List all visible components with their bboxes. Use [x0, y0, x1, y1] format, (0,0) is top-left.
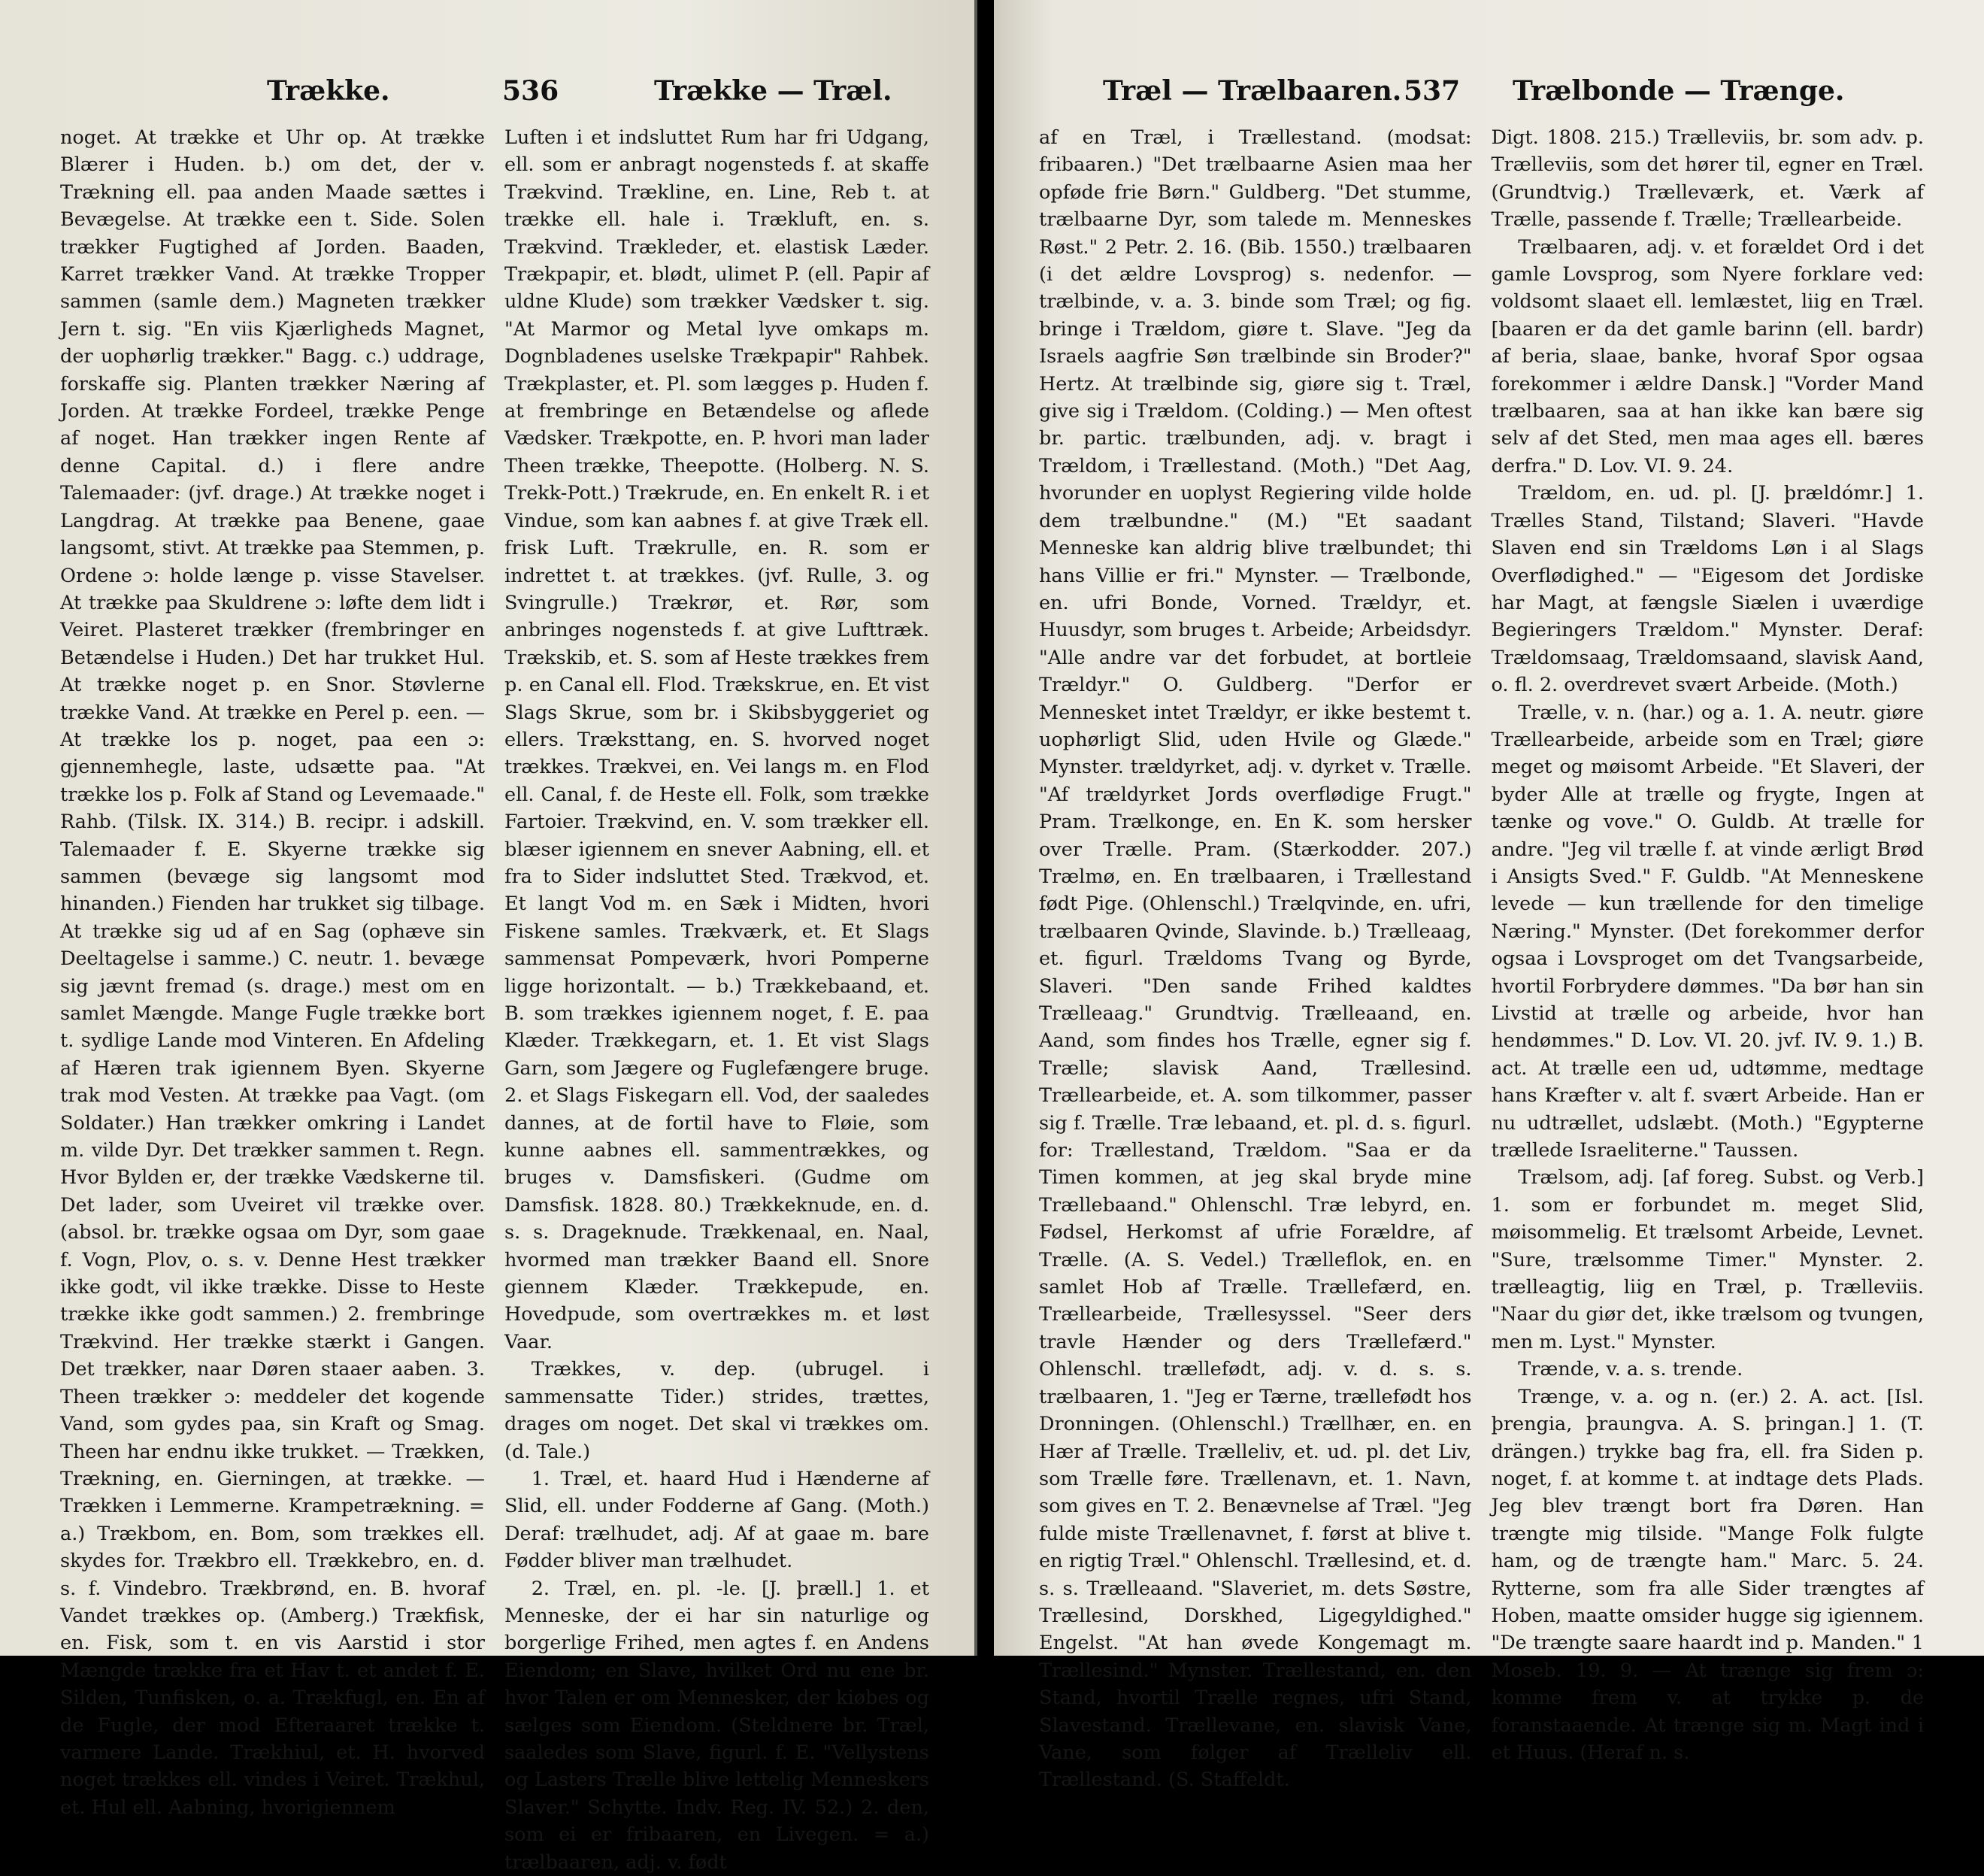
dictionary-entry: Luften i et indsluttet Rum har fri Udgang, ell. som er anbragt nogensteds f. at skaffe Trækvind. Trækline, en. Line, Reb t. at trække ell. hale i. Trækluft, en. s. Trækvind. Trækleder, et. elastisk Læder. Trækpapir, et. blødt, ulimet P. (ell. Papir af uldne Klude) som trækker Vædsker t. sig. "At Marmor og Metal lyve omkaps m. Dognbladenes uselske Trækpapir" Rahbek. Trækplaster, et. Pl. som lægges p. Huden f. at frembringe en Betændelse og aflede Vædsker. Trækpotte, en. P. hvori man lader Theen trække, Theepotte. (Holberg. N. S. Trekk-Pott.) Trækrude, en. En enkelt R. i et Vindue, som kan aabnes f. at give Træk ell. frisk Luft. Trækrulle, en. R. som er indrettet t. at trækkes. (jvf. Rulle, 3. og Svingrulle.) Trækrør, et. Rør, som anbringes nogensteds f. at give Lufttræk. Trækskib, et. S. som af Heste trækkes frem p. en Canal ell. Flod. Trækskrue, en. Et vist Slags Skrue, som br. i Skibsbyggeriet og ellers. Træksttang, en. S. hvorved noget trækkes. Trækvei, en. Vei langs m. en Flod ell. Canal, f. de Heste ell. Folk, som trække Fartoier. Trækvind, en. V. som trækker ell. blæser igiennem en snever Aabning, ell. et fra to Sider indsluttet Sted. Trækvod, et. Et langt Vod m. en Sæk i Midten, hvori Fiskene samles. Trækværk, et. Et Slags sammensat Pompeværk, hvori Pomperne ligge horizontalt. — b.) Trækkebaand, et. B. som trækkes igiennem noget, f. E. paa Klæder. Trækkegarn, et. 1. Et vist Slags Garn, som Jægere og Fuglefængere bruge. 2. et Slags Fiskegarn ell. Vod, der saaledes dannes, at de fortil have to Fløie, som kunne aabnes ell. sammentrækkes, og bruges v. Damsfiskeri. (Gudme om Damsfisk. 1828. 80.) Trækkeknude, en. d. s. s. Drageknude. Trækkenaal, en. Naal, hvormed man trækker Baand ell. Snore giennem Klæder. Trækkepude, en. Hovedpude, som overtrækkes m. et løst Vaar.	[504, 126, 929, 1353]
dictionary-entry: Trælbaaren, adj. v. et forældet Ord i det gamle Lovsprog, som Nyere forklare ved: voldsomt slaaet ell. lemlæstet, liig en Træl. [baaren er da det gamle barinn (ell. bardr) af beria, slaae, banke, hvoraf Spor ogsaa forekommer i ældre Dansk.] "Vorder Mand trælbaaren, saa at han ikke kan bære sig selv af det Sted, men maa ages ell. bæres derfra." D. Lov. VI. 9. 24.	[1491, 235, 1924, 477]
dictionary-entry: Trælle, v. n. (har.) og a. 1. A. neutr. giøre Trællearbeide, arbeide som en Træl; giøre meget og møisomt Arbeide. "Et Slaveri, der byder Alle at trælle og frygte, Ingen at tænke og vove." O. Guldb. At trælle for andre. "Jeg vil trælle f. at vinde ærligt Brød i Ansigts Sved." F. Guldb. "At Menneskene levede — kun trællende for den timelige Næring." Mynster. (Det forekommer derfor ogsaa i Lovsproget om det Tvangsarbeide, hvortil Forbrydere dømmes. "Da bør han sin Livstid at trælle og arbeide, hvor han hendømmes." D. Lov. VI. 20. jvf. IV. 9. 1.) B. act. At trælle een ud, udtømme, medtage hans Kræfter v. alt f. svært Arbeide. Han er nu udtrællet, udslæbt. (Moth.) "Egypterne trællede Israeliterne." Taussen.	[1491, 701, 1924, 1162]
page-number: 537	[1404, 75, 1461, 107]
text-columns	[1039, 124, 1924, 1792]
dictionary-entry: Digt. 1808. 215.) Trælleviis, br. som adv. p. Trælleviis, som det hører til, egner en Træl. (Grundtvig.) Trælleværk, et. Værk af Trælle, passende f. Trælle; Trællearbeide.	[1491, 126, 1924, 232]
column-1	[60, 124, 485, 1819]
dictionary-entry: Trælsom, adj. [af foreg. Subst. og Verb.] 1. som er forbundet m. meget Slid, møisommelig. Et trælsomt Arbeide, Levnet. "Sure, trælsomme Timer." Mynster. 2. trælleagtig, liig en Træl, p. Trælleviis. "Naar du giør det, ikke trælsom og tvungen, men m. Lyst." Mynster.	[1491, 1166, 1924, 1353]
dictionary-entry: Trækkes, v. dep. (ubrugel. i sammensatte Tider.) strides, trættes, drages om noget. Det skal vi trækkes om. (d. Tale.)	[504, 1358, 929, 1463]
header-left-word: Træl — Trælbaaren.	[1103, 75, 1402, 107]
dictionary-entry: 2. Træl, en. pl. -le. [J. þræll.] 1. et Menneske, der ei har sin naturlige og borgerlige Frihed, men agtes f. en Andens Eiendom; en Slave, hvilket Ord nu ene br. hvor Talen er om Mennesker, der kiøbes og sælges som Eiendom. (Steldnere br. Træl, saaledes som Slave, figurl. f. E. "Vellystens og Lasters Trælle blive lettelig Menneskers Slaver." Schytte. Indv. Reg. IV. 52.) 2. den, som ei er fribaaren, en Livegen. = a.) trælbaaren, adj. v. født	[504, 1577, 929, 1874]
dictionary-entry: noget. At trække et Uhr op. At trække Blærer i Huden. b.) om det, der v. Trækning ell. paa anden Maade sættes i Bevægelse. At trække een t. Side. Solen trækker Fugtighed af Jorden. Baaden, Karret trækker Vand. At trække Tropper sammen (samle dem.) Magneten trækker Jern t. sig. "En viis Kjærligheds Magnet, der uophørlig trækker." Bagg. c.) uddrage, forskaffe sig. Planten trækker Næring af Jorden. At trække Fordeel, trække Penge af noget. Han trækker ingen Rente af denne Capital. d.) i flere andre Talemaader: (jvf. drage.) At trække noget i Langdrag. At trække paa Benene, gaae langsomt, stivt. At trække paa Stemmen, p. Ordene ɔ: holde længe p. visse Stavelser. At trække paa Skuldrene ɔ: løfte dem lidt i Veiret. Plasteret trækker (frembringer en Betændelse i Huden.) Det har trukket Hul. At trække noget p. en Snor. Støvlerne trække Vand. At trække en Perel p. een. — At trække los p. noget, paa een ɔ: gjennemhegle, laste, udsætte paa. "At trække los p. Folk af Stand og Levemaade." Rahb. (Tilsk. IX. 314.) B. recipr. i adskill. Talemaader f. E. Skyerne trække sig sammen (bevæge sig langsomt mod hinanden.) Fienden har trukket sig tilbage. At trække sig ud af en Sag (ophæve sin Deeltagelse i samme.) C. neutr. 1. bevæge sig jævnt fremad (s. drage.) mest om en samlet Mængde. Mange Fugle trække bort t. sydlige Lande mod Vinteren. En Afdeling af Hæren trak igiennem Byen. Skyerne trak mod Vesten. At trække paa Vagt. (om Soldater.) Han trækker omkring i Landet m. vilde Dyr. Det trækker sammen t. Regn. Hvor Bylden er, der trække Vædskerne til. Det lader, som Uveiret vil trække over. (absol. br. trække ogsaa om Dyr, som gaae f. Vogn, Plov, o. s. v. Denne Hest trækker ikke godt, vil ikke trække. Disse to Heste trække ikke godt sammen.) 2. frembringe Trækvind. Her trække stærkt i Gangen. Det trækker, naar Døren staaer aaben. 3. Theen trækker ɔ: meddeler det kogende Vand, som gydes paa, sin Kraft og Smag. Theen har endnu ikke trukket. — Trækken, Trækning, en. Gierningen, at trække. — Trækken i Lemmerne. Krampetrækning. = a.) Trækbom, en. Bom, som trækkes ell. skydes for. Trækbro ell. Trækkebro, en. d. s. f. Vindebro. Trækbrønd, en. B. hvoraf Vandet trækkes op. (Amberg.) Trækfisk, en. Fisk, som t. en vis Aarstid i stor Mængde trække fra et Hav t. et andet f. E. Silden, Tunfisken, o. a. Trækfugl, en. En af de Fugle, der mod Efteraaret trække t. varmere Lande. Trækhiul, et. H. hvorved noget trækkes ell. vindes i Veiret. Trækhul, et. Hul ell. Aabning, hvorigiennem	[60, 126, 485, 1819]
dictionary-entry: Trænge, v. a. og n. (er.) 2. A. act. [Isl. þrengia, þraungva. A. S. þringan.] 1. (T. drängen.) trykke bag fra, ell. fra Siden p. noget, f. at komme t. at indtage dets Plads. Jeg blev trængt bort fra Døren. Han trængte mig tilside. "Mange Folk fulgte ham, og de trængte ham." Marc. 5. 24. Rytterne, som fra alle Sider trængtes af Hoben, maatte omsider hugge sig igiennem. "De trængte saare haardt ind p. Manden." 1 Moseb. 19. 9. — At trænge sig frem ɔ: komme frem v. at trykke p. de foranstaaende. At trænge sig m. Magt ind i et Huus. (Heraf n. s.	[1491, 1385, 1924, 1764]
header-right-word: Trække — Træl.	[654, 75, 892, 107]
running-head-left	[0, 75, 974, 120]
page-number: 536	[502, 75, 559, 107]
left-page	[0, 0, 977, 1874]
text-columns	[60, 124, 929, 1874]
dictionary-entry: 1. Træl, et. haard Hud i Hænderne af Slid, ell. under Fodderne af Gang. (Moth.) Deraf: trælhudet, adj. Af at gaae m. bare Fødder bliver man trælhudet.	[504, 1467, 929, 1573]
column-2	[1491, 124, 1925, 1764]
header-left-word: Trække.	[267, 75, 390, 107]
dictionary-entry: Trænde, v. a. s. trende.	[1518, 1358, 1743, 1381]
header-right-word: Trælbonde — Trænge.	[1513, 75, 1845, 107]
running-head-right	[994, 75, 1984, 120]
column-1	[1039, 124, 1472, 1792]
right-page	[994, 0, 1984, 1792]
dictionary-entry: Trældom, en. ud. pl. [J. þrældómr.] 1. Trælles Stand, Tilstand; Slaveri. "Havde Slaven end sin Trældoms Løn i al Slags Overflødighed." — "Eigesom det Jordiske har Magt, at fængsle Siælen i uværdige Begieringers Trældom." Mynster. Deraf: Trældomsaag, Trældomsaand, slavisk Aand, o. fl. 2. overdrevet svært Arbeide. (Moth.)	[1491, 482, 1924, 697]
column-2	[504, 124, 929, 1874]
dictionary-entry: af en Træl, i Trællestand. (modsat: fribaaren.) "Det trælbaarne Asien maa her opføde frie Børn." Guldberg. "Det stumme, trælbaarne Dyr, som talede m. Menneskes Røst." 2 Petr. 2. 16. (Bib. 1550.) trælbaaren (i det ældre Lovsprog) s. nedenfor. — trælbinde, v. a. 3. binde som Træl; og fig. bringe i Trældom, giøre t. Slave. "Jeg da Israels aagfrie Søn trælbinde sin Broder?" Hertz. At trælbinde sig, giøre sig t. Træl, give sig i Trældom. (Colding.) — Men oftest br. partic. trælbunden, adj. v. bragt i Trældom, i Trællestand. (Moth.) "Det Aag, hvorunder en uoplyst Regiering vilde holde dem trælbundne." (M.) "Et saadant Menneske kan aldrig blive trælbundet; thi hans Villie er fri." Mynster. — Trælbonde, en. ufri Bonde, Vorned. Trældyr, et. Huusdyr, som bruges t. Arbeide; Arbeidsdyr. "Alle andre var det forbudet, at bortleie Trældyr." O. Guldberg. "Derfor er Mennesket intet Trældyr, er ikke bestemt t. uophørligt Slid, uden Hvile og Glæde." Mynster. trældyrket, adj. v. dyrket v. Trælle. "Af trældyrket Jords overflødige Frugt." Pram. Trælkonge, en. En K. som hersker over Trælle. Pram. (Stærkodder. 207.) Trælmø, en. En trælbaaren, i Trællestand født Pige. (Ohlenschl.) Trælqvinde, en. ufri, trælbaaren Qvinde, Slavinde. b.) Trælleaag, et. figurl. Trældoms Tvang og Byrde, Slaveri. "Den sande Frihed kaldtes Trælleaag." Grundtvig. Trælleaand, en. Aand, som findes hos Trælle, egner sig f. Trælle; slavisk Aand, Trællesind. Trællearbeide, et. A. som tilkommer, passer sig f. Trælle. Træ lebaand, et. pl. d. s. figurl. for: Trællestand, Trældom. "Saa er da Timen kommen, at jeg skal bryde mine Trællebaand." Ohlenschl. Træ lebyrd, en. Fødsel, Herkomst af ufrie Forældre, af Trælle. (A. S. Vedel.) Trælleflok, en. en samlet Hob af Trælle. Trællefærd, en. Trællearbeide, Trællesyssel. "Seer ders travle Hænder og ders Trællefærd." Ohlenschl. trællefødt, adj. v. d. s. s. trælbaaren, 1. "Jeg er Tærne, trællefødt hos Dronningen. (Ohlenschl.) Trællhær, en. en Hær af Trælle. Trælleliv, et. ud. pl. det Liv, som Trælle føre. Trællenavn, et. 1. Navn, som gives en T. 2. Benævnelse af Træl. "Jeg fulde miste Trællenavnet, f. først at blive t. en rigtig Træl." Ohlenschl. Trællesind, et. d. s. s. Trælleaand. "Slaveriet, m. dets Søstre, Trællesind, Dorskhed, Ligegyldighed." Engelst. "At han øvede Kongemagt m. Trællesind." Mynster. Trællestand, en. den Stand, hvortil Trælle regnes, ufri Stand, Slavestand. Trællevane, en. slavisk Vane, Vane, som følger af Trælleliv ell. Trællestand. (S. Staffeldt.	[1039, 126, 1472, 1792]
